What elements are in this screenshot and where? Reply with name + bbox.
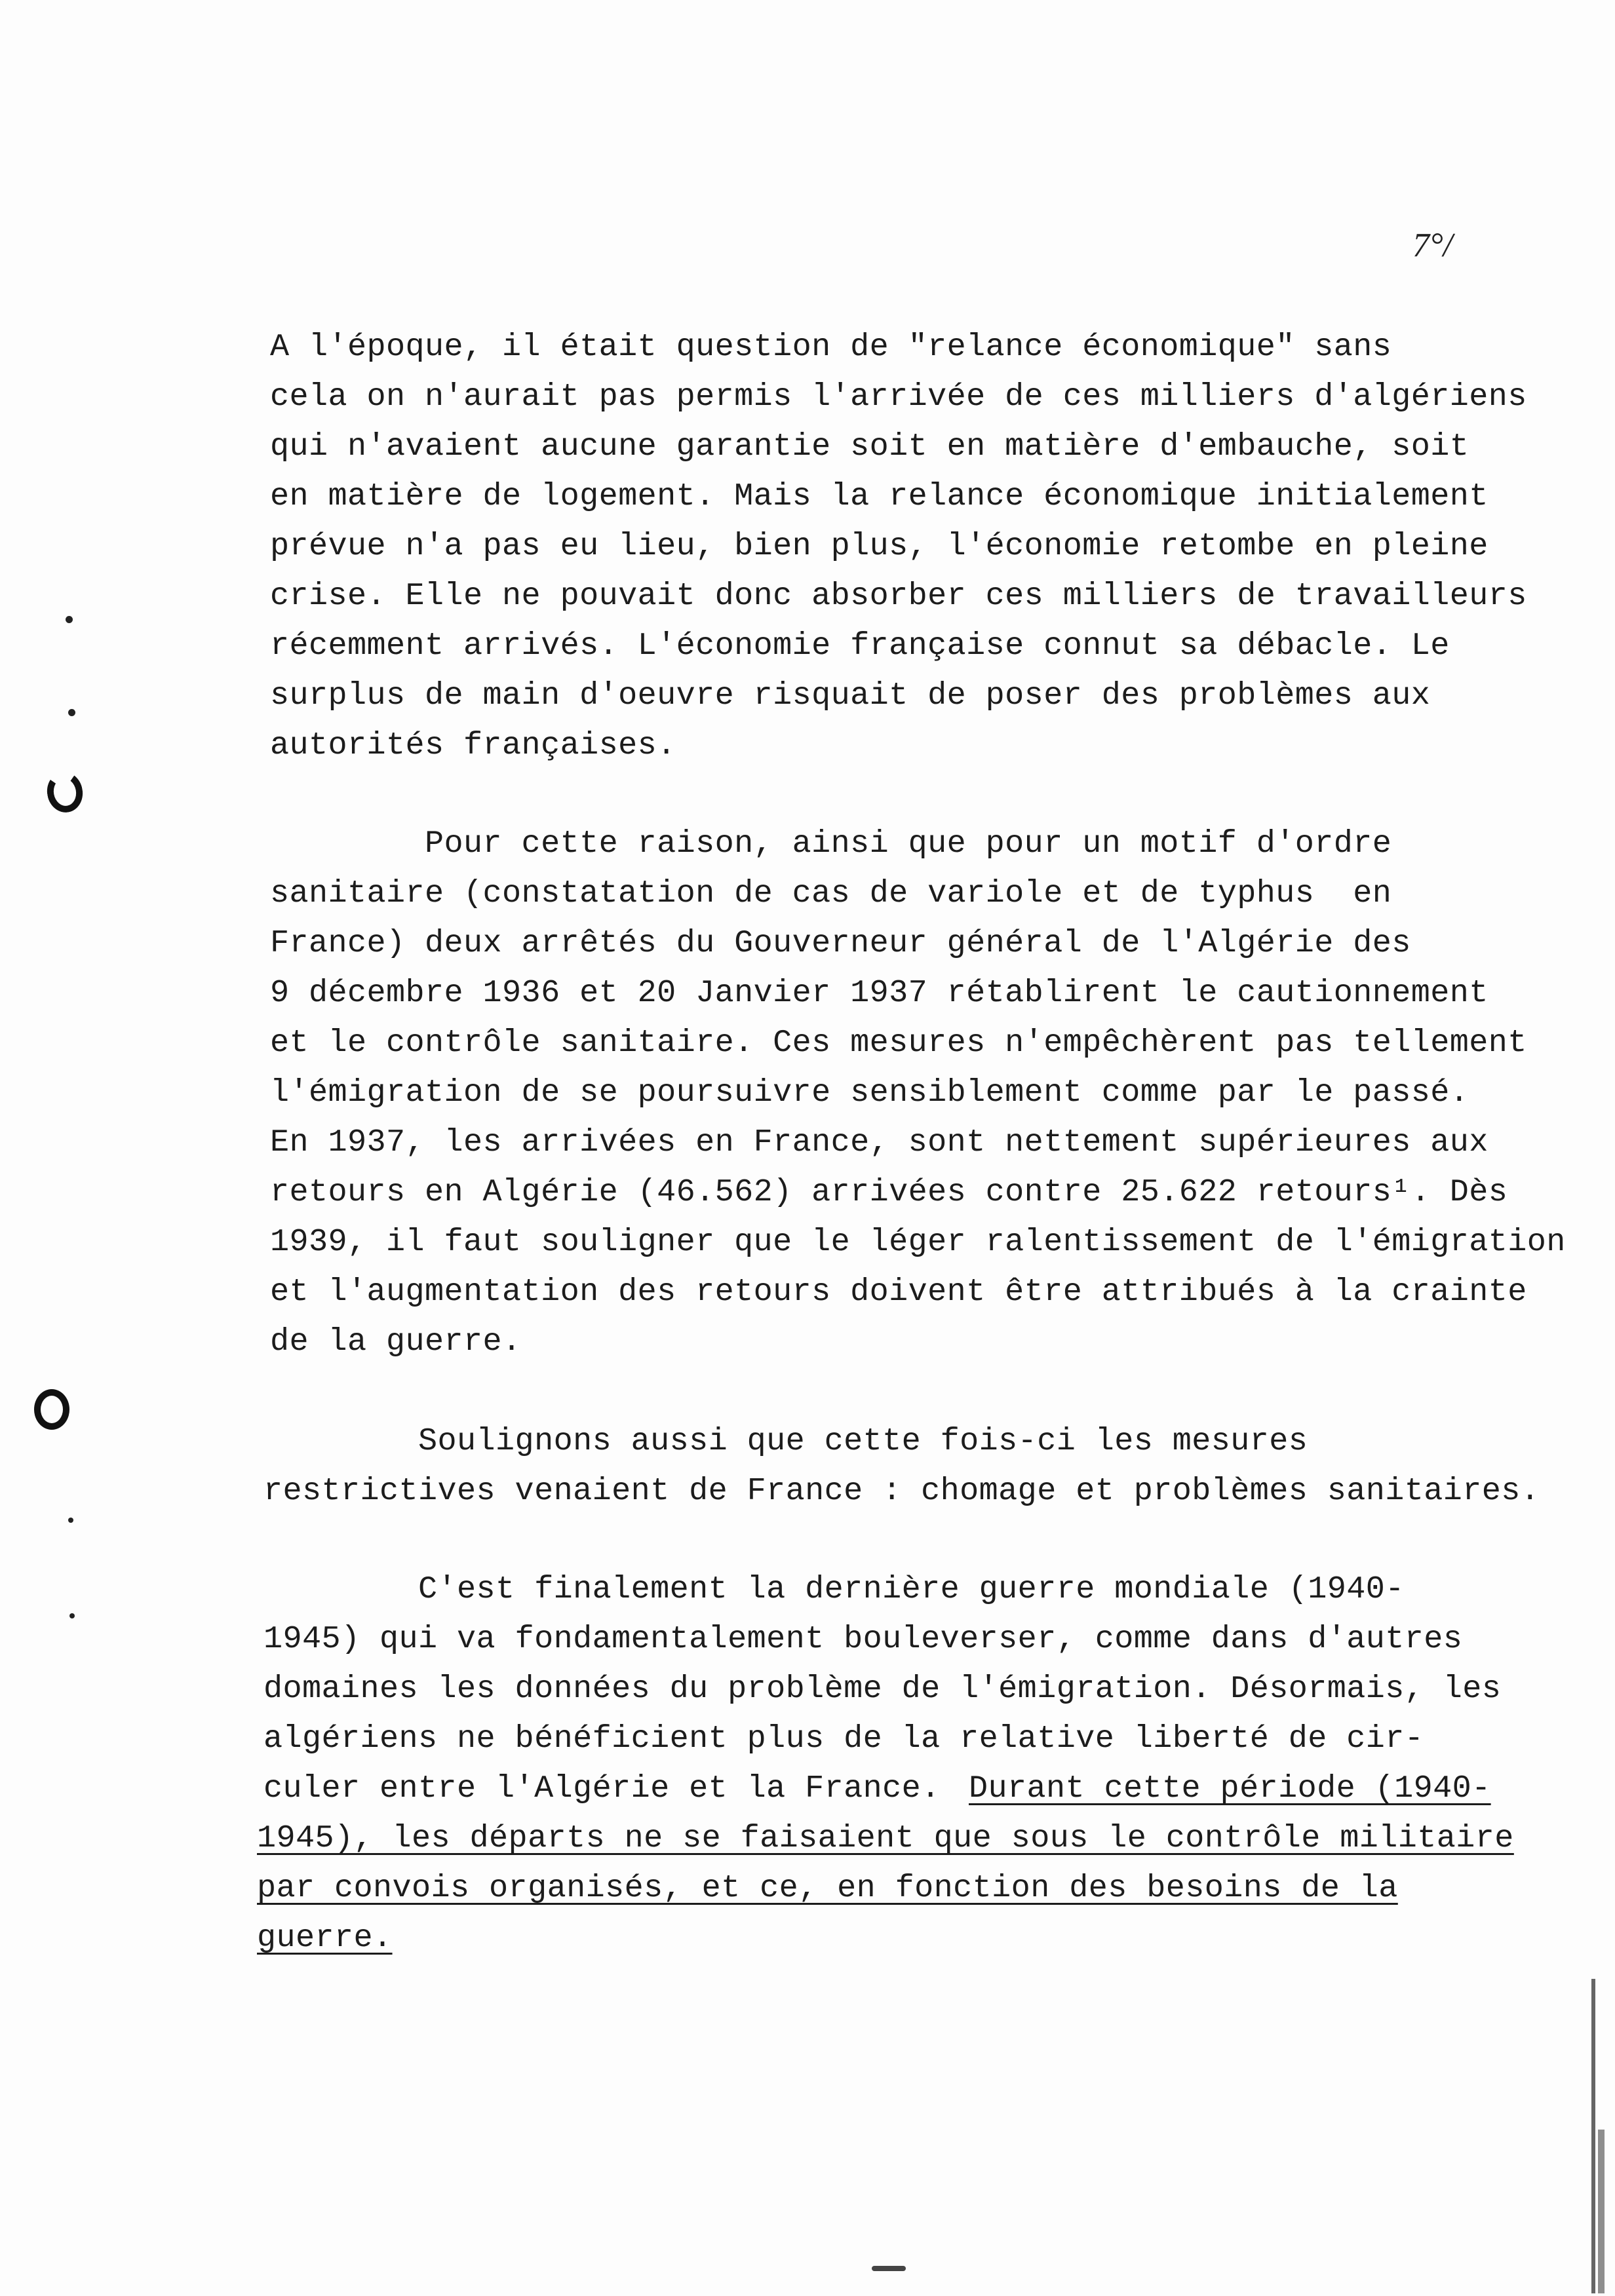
punch-dot xyxy=(69,1613,75,1618)
underlined-text: Durant cette période (1940- xyxy=(969,1770,1491,1807)
text-line: et le contrôle sanitaire. Ces mesures n'empêchèrent pas tellement xyxy=(270,1025,1527,1061)
text-line: culer entre l'Algérie et la France. xyxy=(263,1770,941,1807)
punch-hole-mark xyxy=(34,1389,69,1430)
text-line: 9 décembre 1936 et 20 Janvier 1937 rétablirent le cautionnement xyxy=(270,975,1489,1011)
punch-hole-mark xyxy=(44,769,86,815)
text-line: crise. Elle ne pouvait donc absorber ces milliers de travailleurs xyxy=(270,578,1527,614)
text-line: et l'augmentation des retours doivent être attribués à la crainte xyxy=(270,1274,1527,1310)
punch-dot xyxy=(68,1518,73,1523)
text-line: En 1937, les arrivées en France, sont nettement supérieures aux xyxy=(270,1124,1489,1160)
underlined-text: 1945), les départs ne se faisaient que sous le contrôle militaire xyxy=(257,1820,1514,1856)
text-line: l'émigration de se poursuivre sensiblement comme par le passé. xyxy=(270,1075,1469,1111)
scan-edge-shadow xyxy=(1598,2130,1605,2293)
text-line: A l'époque, il était question de "relance économique" sans xyxy=(270,329,1392,365)
footer-mark xyxy=(872,2266,906,2271)
text-line: retours en Algérie (46.562) arrivées contre 25.622 retours¹. Dès xyxy=(270,1174,1508,1210)
text-line: en matière de logement. Mais la relance économique initialement xyxy=(270,478,1489,514)
text-line: qui n'avaient aucune garantie soit en matière d'embauche, soit xyxy=(270,429,1469,465)
text-line: surplus de main d'oeuvre risquait de poser des problèmes aux xyxy=(270,678,1431,714)
text-line: France) deux arrêtés du Gouverneur général de l'Algérie des xyxy=(270,925,1411,961)
text-line: restrictives venaient de France : chomage et problèmes sanitaires. xyxy=(263,1473,1540,1509)
text-line: sanitaire (constatation de cas de variole et de typhus en xyxy=(270,875,1392,911)
text-line: Pour cette raison, ainsi que pour un motif d'ordre xyxy=(270,826,1392,862)
text-line: domaines les données du problème de l'émigration. Désormais, les xyxy=(263,1671,1502,1707)
text-line: C'est finalement la dernière guerre mondiale (1940- xyxy=(263,1571,1405,1607)
text-line: prévue n'a pas eu lieu, bien plus, l'économie retombe en pleine xyxy=(270,528,1489,564)
punch-dot xyxy=(66,616,73,623)
text-line: récemment arrivés. L'économie française connut sa débacle. Le xyxy=(270,628,1450,664)
text-line: Soulignons aussi que cette fois-ci les mesures xyxy=(263,1423,1308,1459)
text-line: autorités françaises. xyxy=(270,727,676,763)
underlined-text: guerre. xyxy=(257,1920,393,1956)
underlined-text: par convois organisés, et ce, en fonction des besoins de la xyxy=(257,1870,1398,1906)
punch-dot xyxy=(68,709,75,716)
text-line: cela on n'aurait pas permis l'arrivée de ces milliers d'algériens xyxy=(270,379,1527,415)
scan-edge-shadow xyxy=(1591,1979,1595,2293)
text-line: 1945) qui va fondamentalement bouleverser, comme dans d'autres xyxy=(263,1621,1463,1657)
text-line: de la guerre. xyxy=(270,1324,522,1360)
text-line: algériens ne bénéficient plus de la relative liberté de cir- xyxy=(263,1721,1424,1757)
page-number: 7°/ xyxy=(1412,227,1453,264)
text-line: 1939, il faut souligner que le léger ralentissement de l'émigration xyxy=(270,1224,1566,1260)
